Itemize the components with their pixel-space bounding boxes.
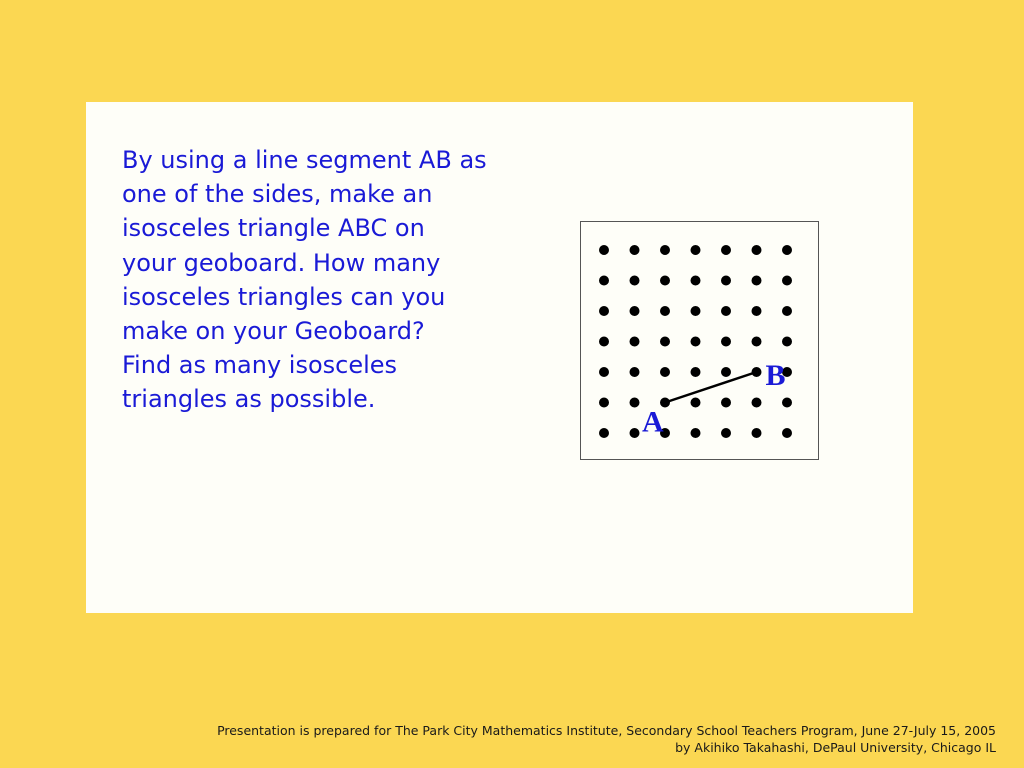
prompt-line-6: make on your Geoboard? xyxy=(122,317,425,346)
geoboard-peg xyxy=(691,245,701,255)
prompt-line-7: Find as many isosceles xyxy=(122,351,398,380)
geoboard-peg xyxy=(599,428,609,438)
geoboard-peg xyxy=(599,306,609,316)
geoboard-peg xyxy=(691,276,701,286)
geoboard-peg xyxy=(752,337,762,347)
footer-credits xyxy=(96,722,996,756)
geoboard-peg xyxy=(599,245,609,255)
geoboard-peg xyxy=(721,428,731,438)
geoboard xyxy=(580,221,819,460)
geoboard-peg xyxy=(599,337,609,347)
geoboard-peg xyxy=(660,306,670,316)
geoboard-peg xyxy=(782,306,792,316)
geoboard-peg xyxy=(660,367,670,377)
geoboard-peg xyxy=(691,306,701,316)
prompt-line-2: one of the sides, make an xyxy=(122,180,433,209)
geoboard-peg xyxy=(691,367,701,377)
geoboard-peg xyxy=(721,245,731,255)
segment-ab xyxy=(665,372,757,403)
geoboard-peg xyxy=(691,428,701,438)
geoboard-peg xyxy=(599,398,609,408)
geoboard-peg xyxy=(721,398,731,408)
prompt-line-4: your geoboard. How many xyxy=(122,248,441,277)
geoboard-peg xyxy=(752,306,762,316)
geoboard-peg xyxy=(630,245,640,255)
geoboard-peg xyxy=(599,367,609,377)
geoboard-peg xyxy=(691,398,701,408)
geoboard-peg xyxy=(691,337,701,347)
geoboard-peg xyxy=(630,428,640,438)
geoboard-peg xyxy=(660,276,670,286)
geoboard-peg xyxy=(782,337,792,347)
footer-credit-line-1: Presentation is prepared for The Park City Mathematics Institute, Secondary School Teachers Program, June 27-July 15, 2005 xyxy=(217,723,996,738)
geoboard-peg xyxy=(782,428,792,438)
point-label-a: A xyxy=(642,405,664,439)
geoboard-peg xyxy=(721,337,731,347)
geoboard-peg xyxy=(630,276,640,286)
prompt-line-1: By using a line segment AB as xyxy=(122,146,487,174)
geoboard-peg xyxy=(782,276,792,286)
geoboard-peg xyxy=(782,398,792,408)
prompt-line-8: triangles as possible. xyxy=(122,385,376,414)
geoboard-peg xyxy=(599,276,609,286)
geoboard-peg xyxy=(782,245,792,255)
geoboard-peg xyxy=(721,276,731,286)
geoboard-peg xyxy=(721,306,731,316)
geoboard-peg xyxy=(630,398,640,408)
geoboard-peg xyxy=(630,306,640,316)
geoboard-peg xyxy=(752,428,762,438)
point-label-b: B xyxy=(765,359,786,392)
geoboard-peg xyxy=(752,276,762,286)
geoboard-peg xyxy=(660,337,670,347)
prompt-line-5: isosceles triangles can you xyxy=(122,282,446,311)
prompt-text xyxy=(122,143,542,417)
prompt-line-3: isosceles triangle ABC on xyxy=(122,214,425,243)
geoboard-peg xyxy=(630,367,640,377)
geoboard-peg xyxy=(630,337,640,347)
geoboard-peg xyxy=(752,245,762,255)
geoboard-peg xyxy=(660,245,670,255)
geoboard-peg xyxy=(752,398,762,408)
geoboard-peg xyxy=(721,367,731,377)
footer-credit-line-2: by Akihiko Takahashi, DePaul University, Chicago IL xyxy=(675,740,996,755)
peg-grid xyxy=(599,245,792,438)
